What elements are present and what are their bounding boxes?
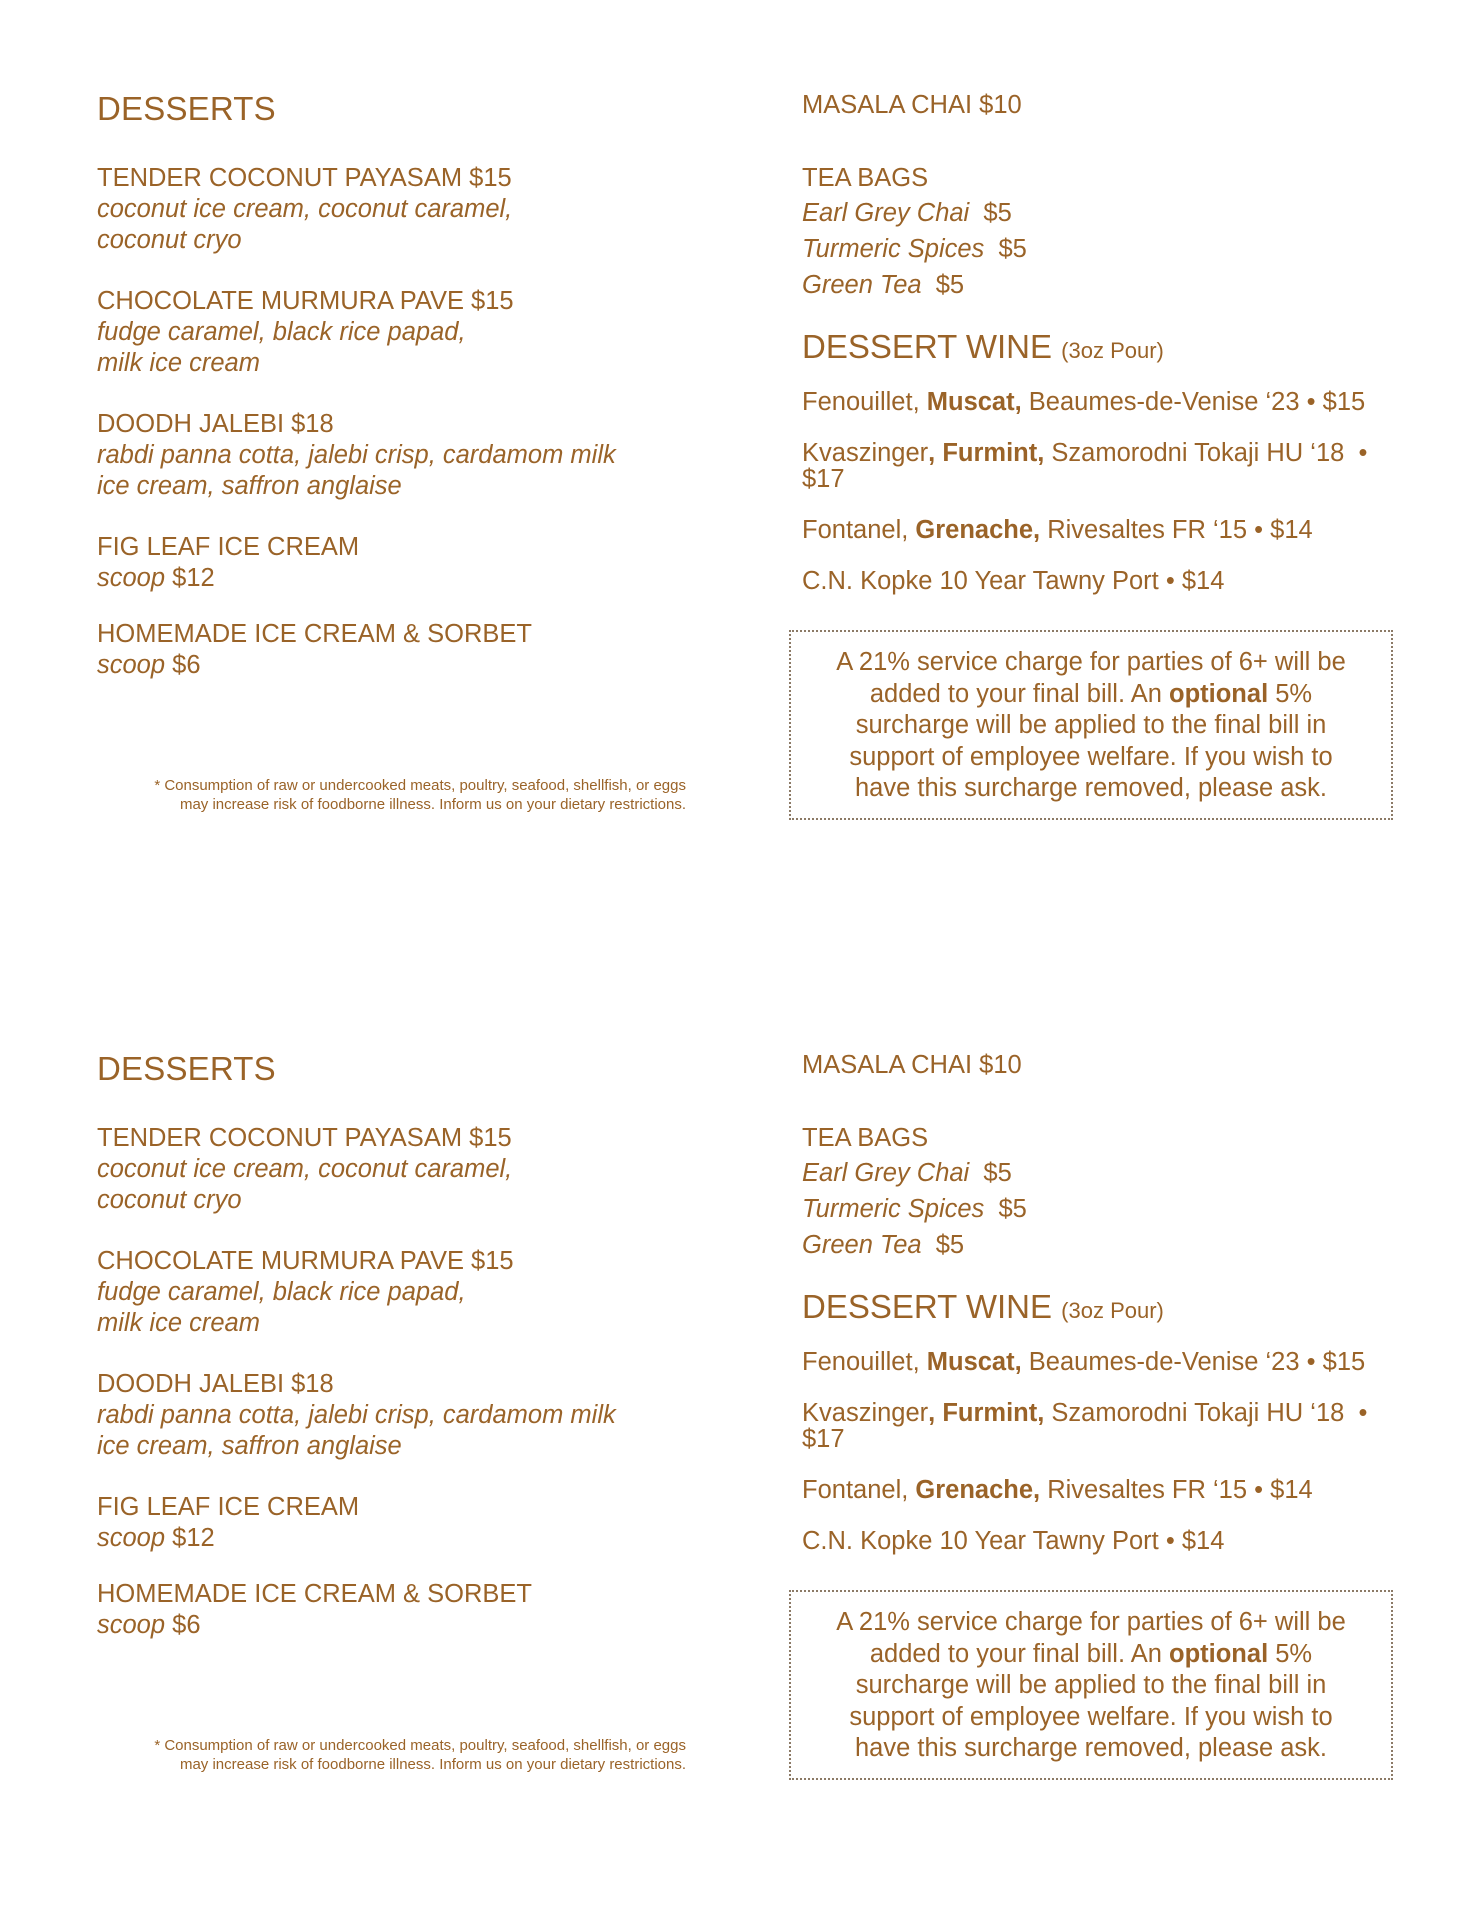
dessert-item (97, 163, 717, 256)
dessert-serving: scoop (97, 651, 166, 679)
dessert-description-line: coconut cryo (97, 1186, 242, 1214)
masala-chai-item: MASALA CHAI $10 (802, 91, 1022, 119)
wine-details: Rivesaltes FR ‘15 • $14 (1040, 1476, 1313, 1504)
drinks-column (802, 1050, 1402, 1554)
dessert-price: $12 (165, 1524, 215, 1552)
desserts-column (97, 90, 717, 711)
masala-chai-item: MASALA CHAI $10 (802, 1051, 1022, 1079)
wine-producer: C.N. Kopke 10 Year Tawny Port • $14 (802, 1527, 1225, 1555)
notice-text: 5% surcharge will be applied to the final bill in support of employee welfare. If you wish to have this surcharge removed, please ask. (849, 679, 1333, 802)
dessert-price: $6 (165, 651, 201, 679)
wine-grape: Grenache, (915, 1476, 1041, 1504)
dessert-wine-heading (802, 1287, 1402, 1331)
tea-name: Turmeric Spices (802, 1195, 985, 1223)
tea-name: Earl Grey Chai (802, 199, 970, 227)
disclaimer-line: may increase risk of foodborne illness. Inform us on your dietary restrictions. (179, 1756, 686, 1773)
tea-name: Earl Grey Chai (802, 1159, 970, 1187)
dessert-description-line: ice cream, saffron anglaise (97, 1432, 402, 1460)
tea-price: $5 (984, 1195, 1027, 1223)
dessert-name: CHOCOLATE MURMURA PAVE $15 (97, 287, 514, 315)
dessert-serving: scoop (97, 1524, 166, 1552)
wine-producer: Kvaszinger (802, 439, 929, 467)
dessert-description (97, 1400, 717, 1462)
tea-item (802, 1155, 1402, 1191)
dessert-description-line: milk ice cream (97, 1309, 260, 1337)
dessert-item (97, 1123, 717, 1216)
dessert-description-line: coconut ice cream, coconut caramel, (97, 195, 513, 223)
desserts-column (97, 1050, 717, 1671)
pour-size-note: (3oz Pour) (1061, 338, 1164, 363)
wine-details: Szamorodni Tokaji HU ‘18 • $17 (802, 439, 1375, 493)
tea-price: $5 (969, 199, 1012, 227)
wine-details: Beaumes-de-Venise ‘23 • $15 (1021, 1348, 1366, 1376)
dessert-description-line: rabdi panna cotta, jalebi crisp, cardamom milk (97, 1401, 616, 1429)
dessert-name: FIG LEAF ICE CREAM (97, 533, 360, 561)
wine-details: Szamorodni Tokaji HU ‘18 • $17 (802, 1399, 1375, 1453)
dessert-name: CHOCOLATE MURMURA PAVE $15 (97, 1247, 514, 1275)
wine-grape: Muscat, (926, 388, 1022, 416)
dessert-wine-heading (802, 327, 1402, 371)
notice-optional-emphasis: optional (1169, 679, 1269, 708)
dessert-name: HOMEMADE ICE CREAM & SORBET (97, 620, 532, 648)
wine-grape: , Furmint, (928, 1399, 1045, 1427)
dessert-serving: scoop (97, 1611, 166, 1639)
wine-item (802, 1349, 1402, 1375)
notice-text: A 21% service charge for parties of 6+ will be added to your final bill. An (836, 1608, 1346, 1668)
tea-name: Green Tea (802, 1231, 922, 1259)
disclaimer-line: * Consumption of raw or undercooked meats, poultry, seafood, shellfish, or eggs (154, 777, 686, 794)
wine-item (802, 1528, 1402, 1554)
disclaimer-line: * Consumption of raw or undercooked meats, poultry, seafood, shellfish, or eggs (154, 1737, 686, 1754)
wine-item (802, 1400, 1402, 1452)
dessert-name: TENDER COCONUT PAYASAM $15 (97, 164, 512, 192)
dessert-description (97, 1523, 717, 1554)
wine-producer: Fenouillet, (802, 1348, 927, 1376)
tea-price: $5 (969, 1159, 1012, 1187)
dessert-wine-title: DESSERT WINE (802, 328, 1052, 365)
pour-size-note: (3oz Pour) (1061, 1298, 1164, 1323)
tea-name: Turmeric Spices (802, 235, 985, 263)
tea-item (802, 195, 1402, 231)
dessert-item (97, 1246, 717, 1339)
desserts-title: DESSERTS (97, 1050, 276, 1087)
dessert-price: $12 (165, 564, 215, 592)
dessert-item (97, 619, 717, 681)
dessert-description (97, 194, 717, 256)
service-charge-notice (789, 1590, 1393, 1780)
food-safety-disclaimer (76, 776, 686, 814)
tea-item (802, 231, 1402, 267)
dessert-item (97, 1492, 717, 1554)
dessert-name: TENDER COCONUT PAYASAM $15 (97, 1124, 512, 1152)
menu-card-bottom (0, 960, 1484, 1860)
dessert-item (97, 409, 717, 502)
disclaimer-line: may increase risk of foodborne illness. Inform us on your dietary restrictions. (179, 796, 686, 813)
tea-name: Green Tea (802, 271, 922, 299)
dessert-item (97, 532, 717, 594)
tea-item (802, 1191, 1402, 1227)
dessert-description-line: fudge caramel, black rice papad, (97, 1278, 466, 1306)
dessert-item (97, 1579, 717, 1641)
dessert-description-line: coconut ice cream, coconut caramel, (97, 1155, 513, 1183)
tea-bags-heading: TEA BAGS (802, 164, 929, 192)
dessert-description (97, 1610, 717, 1641)
dessert-description-line: milk ice cream (97, 349, 260, 377)
notice-text: 5% surcharge will be applied to the final bill in support of employee welfare. If you wish to have this surcharge removed, please ask. (849, 1639, 1333, 1762)
dessert-description-line: rabdi panna cotta, jalebi crisp, cardamom milk (97, 441, 616, 469)
food-safety-disclaimer (76, 1736, 686, 1774)
dessert-wine-title: DESSERT WINE (802, 1288, 1052, 1325)
dessert-name: HOMEMADE ICE CREAM & SORBET (97, 1580, 532, 1608)
tea-price: $5 (921, 1231, 965, 1259)
wine-item (802, 389, 1402, 415)
dessert-name: FIG LEAF ICE CREAM (97, 1493, 360, 1521)
wine-details: Beaumes-de-Venise ‘23 • $15 (1021, 388, 1366, 416)
wine-grape: Muscat, (926, 1348, 1022, 1376)
dessert-description (97, 1154, 717, 1216)
desserts-title: DESSERTS (97, 90, 276, 127)
wine-producer: Kvaszinger (802, 1399, 929, 1427)
wine-grape: , Furmint, (928, 439, 1045, 467)
tea-item (802, 1227, 1402, 1263)
wine-producer: Fenouillet, (802, 388, 927, 416)
notice-text: A 21% service charge for parties of 6+ will be added to your final bill. An (836, 648, 1346, 708)
wine-item (802, 1477, 1402, 1503)
dessert-description-line: fudge caramel, black rice papad, (97, 318, 466, 346)
dessert-description-line: ice cream, saffron anglaise (97, 472, 402, 500)
dessert-description (97, 650, 717, 681)
wine-grape: Grenache, (915, 516, 1041, 544)
dessert-description (97, 440, 717, 502)
dessert-description-line: coconut cryo (97, 226, 242, 254)
dessert-name: DOODH JALEBI $18 (97, 1370, 334, 1398)
dessert-description (97, 563, 717, 594)
tea-price: $5 (984, 235, 1027, 263)
dessert-description (97, 317, 717, 379)
wine-item (802, 517, 1402, 543)
wine-producer: C.N. Kopke 10 Year Tawny Port • $14 (802, 567, 1225, 595)
wine-item (802, 440, 1402, 492)
wine-producer: Fontanel, (802, 1476, 916, 1504)
dessert-name: DOODH JALEBI $18 (97, 410, 334, 438)
service-charge-notice (789, 630, 1393, 820)
drinks-column (802, 90, 1402, 594)
dessert-description (97, 1277, 717, 1339)
dessert-serving: scoop (97, 564, 166, 592)
tea-price: $5 (921, 271, 965, 299)
dessert-item (97, 1369, 717, 1462)
dessert-item (97, 286, 717, 379)
wine-producer: Fontanel, (802, 516, 916, 544)
wine-details: Rivesaltes FR ‘15 • $14 (1040, 516, 1313, 544)
notice-optional-emphasis: optional (1169, 1639, 1269, 1668)
tea-bags-heading: TEA BAGS (802, 1124, 929, 1152)
wine-item (802, 568, 1402, 594)
dessert-price: $6 (165, 1611, 201, 1639)
tea-item (802, 267, 1402, 303)
menu-card-top (0, 0, 1484, 900)
